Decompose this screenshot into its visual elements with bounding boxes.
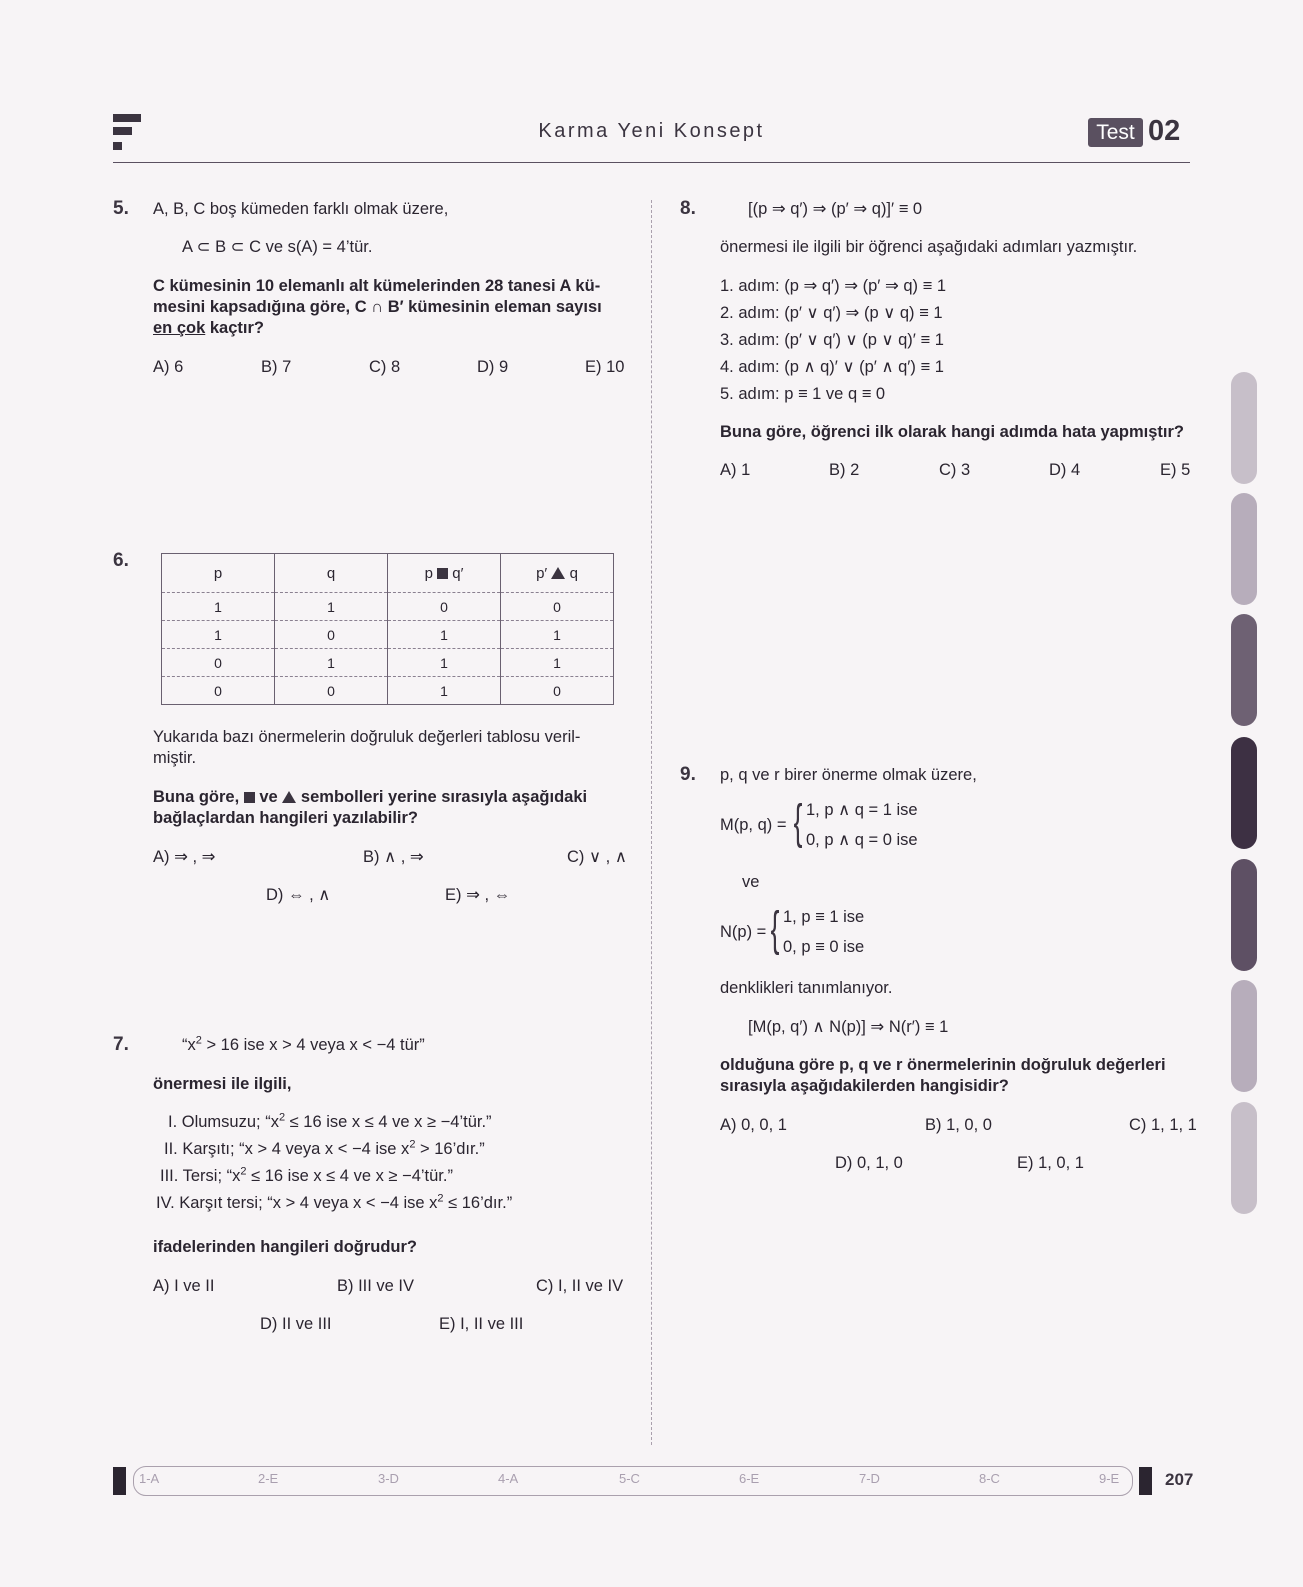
question-description: Yukarıda bazı önermelerin doğruluk değerleri tablosu veril- (153, 728, 581, 746)
answer-key-item: 9-E (1099, 1471, 1120, 1486)
page-number: 207 (1165, 1470, 1194, 1489)
question-number: 6. (113, 550, 129, 571)
question-stem: C kümesinin 10 elemanlı alt kümelerinden 28 tanesi A kü- (153, 277, 601, 295)
step-item: 3. adım: (p′ ∨ q′) ∨ (p ∨ q)′ ≡ 1 (720, 331, 944, 349)
table-row (162, 677, 614, 705)
step-item: 5. adım: p ≡ 1 ve q ≡ 0 (720, 385, 886, 403)
side-tab[interactable] (1231, 859, 1257, 971)
option-e[interactable]: E) I, II ve III (439, 1315, 524, 1333)
option-a[interactable]: A) ⇒ , ⇒ (153, 848, 216, 866)
brace-icon: { (770, 903, 780, 956)
case-row: 0, p ∧ q = 0 ise (806, 831, 918, 849)
question-given: A ⊂ B ⊂ C ve s(A) = 4’tür. (182, 238, 373, 256)
option-b[interactable]: B) III ve IV (337, 1277, 415, 1295)
question-description: miştir. (153, 749, 197, 767)
function-label: M(p, q) = (720, 816, 787, 834)
table-row (162, 649, 614, 677)
question-text: denklikleri tanımlanıyor. (720, 979, 893, 997)
option-b[interactable]: B) ∧ , ⇒ (363, 848, 424, 866)
table-cell: 1 (501, 621, 614, 649)
question-formula: [(p ⇒ q′) ⇒ (p′ ⇒ q)]′ ≡ 0 (748, 200, 923, 218)
answer-key-item: 6-E (739, 1471, 760, 1486)
option-c[interactable]: C) 3 (939, 461, 971, 479)
question-stem: Buna göre, öğrenci ilk olarak hangi adımda hata yapmıştır? (720, 423, 1184, 441)
answer-key-item: 5-C (619, 1471, 640, 1486)
table-cell: 0 (275, 677, 388, 705)
column-divider (651, 200, 652, 1445)
side-tab[interactable] (1231, 1102, 1257, 1214)
question-stem: ifadelerinden hangileri doğrudur? (153, 1238, 418, 1256)
option-a[interactable]: A) 1 (720, 461, 751, 479)
option-e[interactable]: E) 1, 0, 1 (1017, 1154, 1084, 1172)
answer-key-item: 7-D (859, 1471, 880, 1486)
table-cell: 0 (388, 593, 501, 621)
side-tab[interactable] (1231, 737, 1257, 849)
question-intro: önermesi ile ilgili, (153, 1075, 292, 1093)
table-cell: 0 (275, 621, 388, 649)
option-b[interactable]: B) 7 (261, 358, 292, 376)
table-cell: 1 (501, 649, 614, 677)
answer-key-item: 3-D (378, 1471, 399, 1486)
square-symbol-icon (437, 568, 448, 579)
case-row: 0, p ≡ 0 ise (783, 938, 865, 956)
option-b[interactable]: B) 2 (829, 461, 860, 479)
table-header: p (162, 554, 275, 593)
option-c[interactable]: C) 1, 1, 1 (1129, 1116, 1197, 1134)
square-symbol-icon (244, 792, 255, 803)
option-a[interactable]: A) 0, 0, 1 (720, 1116, 787, 1134)
statement-item: I. Olumsuzu; “$x^2 \le 16$ ise x ≤ 4 ve x ≥ −4’tür.” (168, 1111, 492, 1131)
table-header: p′ q (501, 554, 614, 593)
test-number: 02 (1148, 115, 1181, 147)
option-e[interactable]: E) 5 (1160, 461, 1191, 479)
table-cell: 1 (388, 677, 501, 705)
step-item: 4. adım: (p ∧ q)′ ∨ (p′ ∧ q′) ≡ 1 (720, 358, 944, 376)
table-cell: 1 (388, 621, 501, 649)
question-stem: bağlaçlardan hangileri yazılabilir? (153, 809, 418, 827)
question-number: 5. (113, 198, 129, 219)
table-cell: 0 (162, 677, 275, 705)
table-cell: 0 (501, 593, 614, 621)
question-formula: [M(p, q′) ∧ N(p)] ⇒ N(r′) ≡ 1 (748, 1018, 949, 1036)
question-number: 8. (680, 198, 696, 219)
question-statement: “$x^2 > 16$ ise x > 4 veya x < −4 tür” (182, 1034, 425, 1054)
option-a[interactable]: A) I ve II (153, 1277, 215, 1295)
table-cell: 1 (162, 621, 275, 649)
option-d[interactable]: D) II ve III (260, 1315, 332, 1333)
table-row (162, 621, 614, 649)
option-c[interactable]: C) ∨ , ∧ (567, 848, 627, 866)
table-cell: 1 (162, 593, 275, 621)
option-e[interactable]: E) 10 (585, 358, 625, 376)
step-item: 1. adım: (p ⇒ q′) ⇒ (p′ ⇒ q) ≡ 1 (720, 277, 947, 295)
answer-key-item: 2-E (258, 1471, 279, 1486)
header-divider (113, 162, 1190, 163)
test-badge: Test (1088, 118, 1143, 147)
function-label: N(p) = (720, 923, 767, 941)
question-intro: A, B, C boş kümeden farklı olmak üzere, (153, 200, 449, 218)
side-tab[interactable] (1231, 614, 1257, 726)
truth-table (161, 553, 614, 705)
question-stem: Buna göre, ve sembolleri yerine sırasıyla aşağıdaki (153, 788, 588, 806)
option-d[interactable]: D) 9 (477, 358, 509, 376)
option-c[interactable]: C) I, II ve IV (536, 1277, 624, 1295)
option-d[interactable]: D) 4 (1049, 461, 1081, 479)
question-stem: olduğuna göre p, q ve r önermelerinin doğruluk değerleri (720, 1056, 1166, 1074)
table-header: q (275, 554, 388, 593)
question-number: 9. (680, 764, 696, 785)
option-d[interactable]: D) 0, 1, 0 (835, 1154, 903, 1172)
table-cell: 0 (501, 677, 614, 705)
side-tab[interactable] (1231, 493, 1257, 605)
answer-key-item: 1-A (139, 1471, 160, 1486)
answer-key-item: 4-A (498, 1471, 519, 1486)
statement-item: IV. Karşıt tersi; “x > 4 veya x < −4 ise $x^2$ ≤ 16’dır.” (156, 1192, 513, 1212)
table-cell: 1 (275, 593, 388, 621)
table-row (162, 593, 614, 621)
table-cell: 1 (275, 649, 388, 677)
table-cell: 0 (162, 649, 275, 677)
option-c[interactable]: C) 8 (369, 358, 401, 376)
option-a[interactable]: A) 6 (153, 358, 184, 376)
option-b[interactable]: B) 1, 0, 0 (925, 1116, 992, 1134)
question-stem: en çok kaçtır? (153, 319, 264, 337)
side-tab[interactable] (1231, 372, 1257, 484)
question-stem: mesini kapsadığına göre, C ∩ B′ kümesinin eleman sayısı (153, 298, 602, 316)
page-title: Karma Yeni Konsept (538, 120, 765, 142)
question-intro: p, q ve r birer önerme olmak üzere, (720, 766, 977, 784)
question-intro: önermesi ile ilgili bir öğrenci aşağıdaki adımları yazmıştır. (720, 238, 1138, 256)
triangle-symbol-icon (282, 791, 296, 803)
table-header: p q′ (388, 554, 501, 593)
case-row: 1, p ∧ q = 1 ise (806, 801, 918, 819)
brace-icon: { (793, 796, 803, 849)
table-cell: 1 (388, 649, 501, 677)
statement-item: II. Karşıtı; “x > 4 veya x < −4 ise $x^2$ > 16’dır.” (164, 1138, 485, 1158)
statement-item: III. Tersi; “$x^2 \le 16$ ise x ≤ 4 ve x ≥ −4’tür.” (160, 1165, 453, 1185)
answer-key-item: 8-C (979, 1471, 1000, 1486)
option-e[interactable]: E) ⇒ , ⇔ (445, 886, 511, 904)
triangle-symbol-icon (551, 567, 565, 579)
step-item: 2. adım: (p′ ∨ q′) ⇒ (p ∨ q) ≡ 1 (720, 304, 943, 322)
connector-text: ve (742, 873, 760, 891)
question-stem: sırasıyla aşağıdakilerden hangisidir? (720, 1077, 1009, 1095)
case-row: 1, p ≡ 1 ise (783, 908, 865, 926)
option-d[interactable]: D) ⇔ , ∧ (266, 886, 331, 904)
question-number: 7. (113, 1034, 129, 1055)
side-tab[interactable] (1231, 980, 1257, 1092)
